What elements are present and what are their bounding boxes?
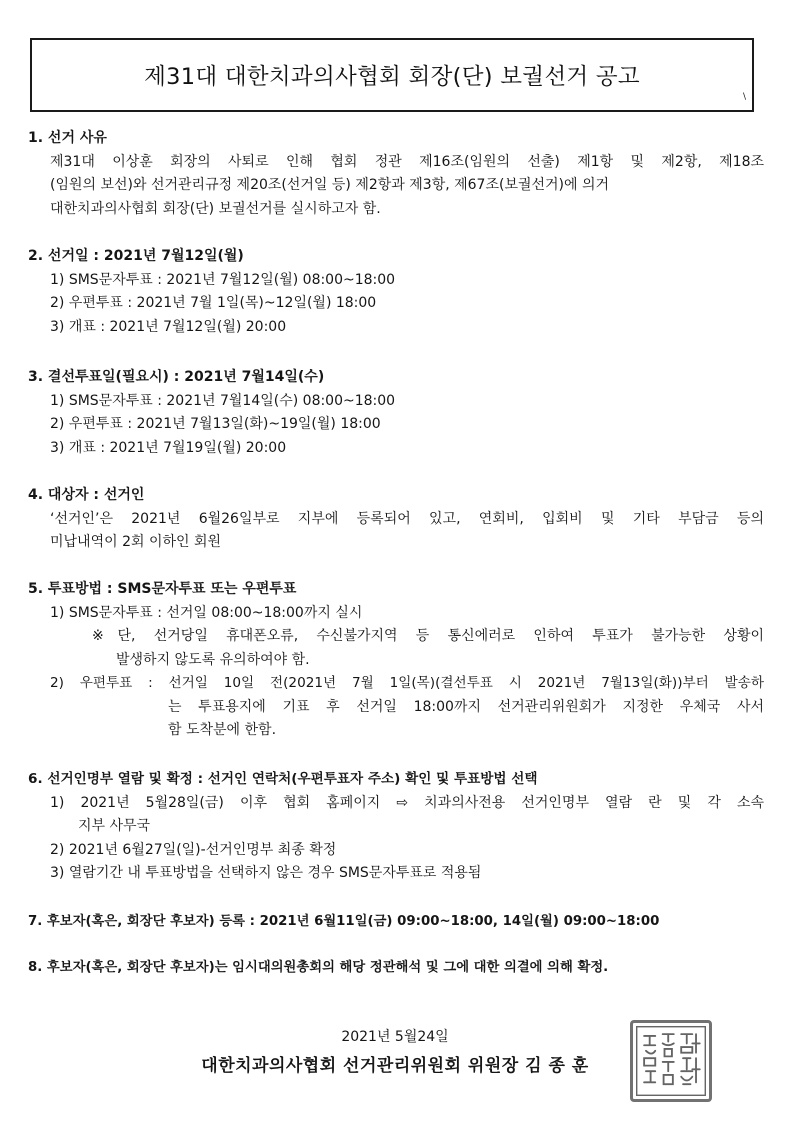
section-2-item-1: 1) SMS문자투표 : 2021년 7월12일(월) 08:00~18:00 [50,271,396,288]
section-1-line-1: 제31대 이상훈 회장의 사퇴로 인해 협회 정관 제16조(임원의 선출) 제1항 및 제2항, 제18조 [50,153,764,170]
section-6-heading: 6. 선거인명부 열람 및 확정 : 선거인 연락처(우편투표자 주소) 확인 및 투표방법 선택 [28,771,538,787]
seal-graphic [633,1023,709,1099]
document-title: 제31대 대한치과의사협회 회장(단) 보궐선거 공고 [144,64,640,90]
section-6 [28,768,764,886]
title-box [30,38,754,112]
section-2 [28,245,764,339]
section-5-item-2-cont-1: 는 투표용지에 기표 후 선거일 18:00까지 선거관리위원회가 지정한 우체국 사서 [168,698,764,715]
section-8 [28,956,764,980]
section-5-item-2: 2) 우편투표 : 선거일 10일 전(2021년 7월 1일(목)(결선투표 시 2021년 7월13일(화))부터 발송하 [50,675,764,691]
section-7 [28,910,764,934]
section-5-item-2-cont-2: 함 도착분에 한함. [168,722,277,738]
section-7-heading: 7. 후보자(혹은, 회장단 후보자) 등록 : 2021년 6월11일(금) 09:00~18:00, 14일(월) 09:00~18:00 [28,914,660,929]
section-1 [28,127,764,221]
section-3-item-1: 1) SMS문자투표 : 2021년 7월14일(수) 08:00~18:00 [50,392,396,409]
section-6-item-1: 1) 2021년 5월28일(금) 이후 협회 홈페이지 ⇨ 치과의사전용 선거인명부 열람 란 및 각 소속 [50,794,764,811]
section-5-heading: 5. 투표방법 : SMS문자투표 또는 우편투표 [28,581,297,597]
section-8-heading: 8. 후보자(혹은, 회장단 후보자)는 임시대의원총회의 해당 정관해석 및 그에 대한 의결에 의해 확정. [28,960,609,975]
section-4-line-2: 미납내역이 2회 이하인 회원 [50,534,222,550]
section-3-item-2: 2) 우편투표 : 2021년 7월13일(화)~19일(월) 18:00 [50,416,381,432]
section-1-heading: 1. 선거 사유 [28,130,107,146]
section-5-note-2: 발생하지 않도록 유의하여야 함. [116,651,310,668]
section-3-heading: 3. 결선투표일(필요시) : 2021년 7월14일(수) [28,369,325,385]
section-6-item-1-cont: 지부 사무국 [78,818,151,834]
section-3-item-3: 3) 개표 : 2021년 7월19일(월) 20:00 [50,439,287,456]
section-2-item-3: 3) 개표 : 2021년 7월12일(월) 20:00 [50,318,287,335]
section-2-heading: 2. 선거일 : 2021년 7월12일(월) [28,248,244,264]
section-2-item-2: 2) 우편투표 : 2021년 7월 1일(목)~12일(월) 18:00 [50,295,377,311]
section-4-heading: 4. 대상자 : 선거인 [28,487,145,503]
section-6-item-3: 3) 열람기간 내 투표방법을 선택하지 않은 경우 SMS문자투표로 적용됨 [50,865,482,881]
section-6-item-2: 2) 2021년 6월27일(일)-선거인명부 최종 확정 [50,841,337,858]
section-5-note-1: ※단, 선거당일 휴대폰오류, 수신불가지역 등 통신에러로 인하여 투표가 불가능한 상황이 [92,628,764,644]
section-4-line-1: ‘선거인’은 2021년 6월26일부로 지부에 등록되어 있고, 연회비, 입회비 및 기타 부담금 등의 [50,510,764,527]
section-4 [28,484,764,555]
section-5-item-1: 1) SMS문자투표 : 선거일 08:00~18:00까지 실시 [50,604,363,621]
section-1-line-3: 대한치과의사협회 회장(단) 보궐선거를 실시하고자 함. [50,200,381,217]
section-1-line-2: (임원의 보선)와 선거관리규정 제20조(선거일 등) 제2항과 제3항, 제67조(보궐선거)에 의거 [50,177,610,193]
section-5 [28,578,764,743]
title-corner-mark: \ [742,92,746,102]
section-3 [28,366,764,460]
official-seal-stamp [630,1020,712,1102]
footer-signature: 대한치과의사협회 선거관리위원회 위원장 김 종 훈 [201,1056,589,1076]
footer-date: 2021년 5월24일 [341,1029,449,1045]
